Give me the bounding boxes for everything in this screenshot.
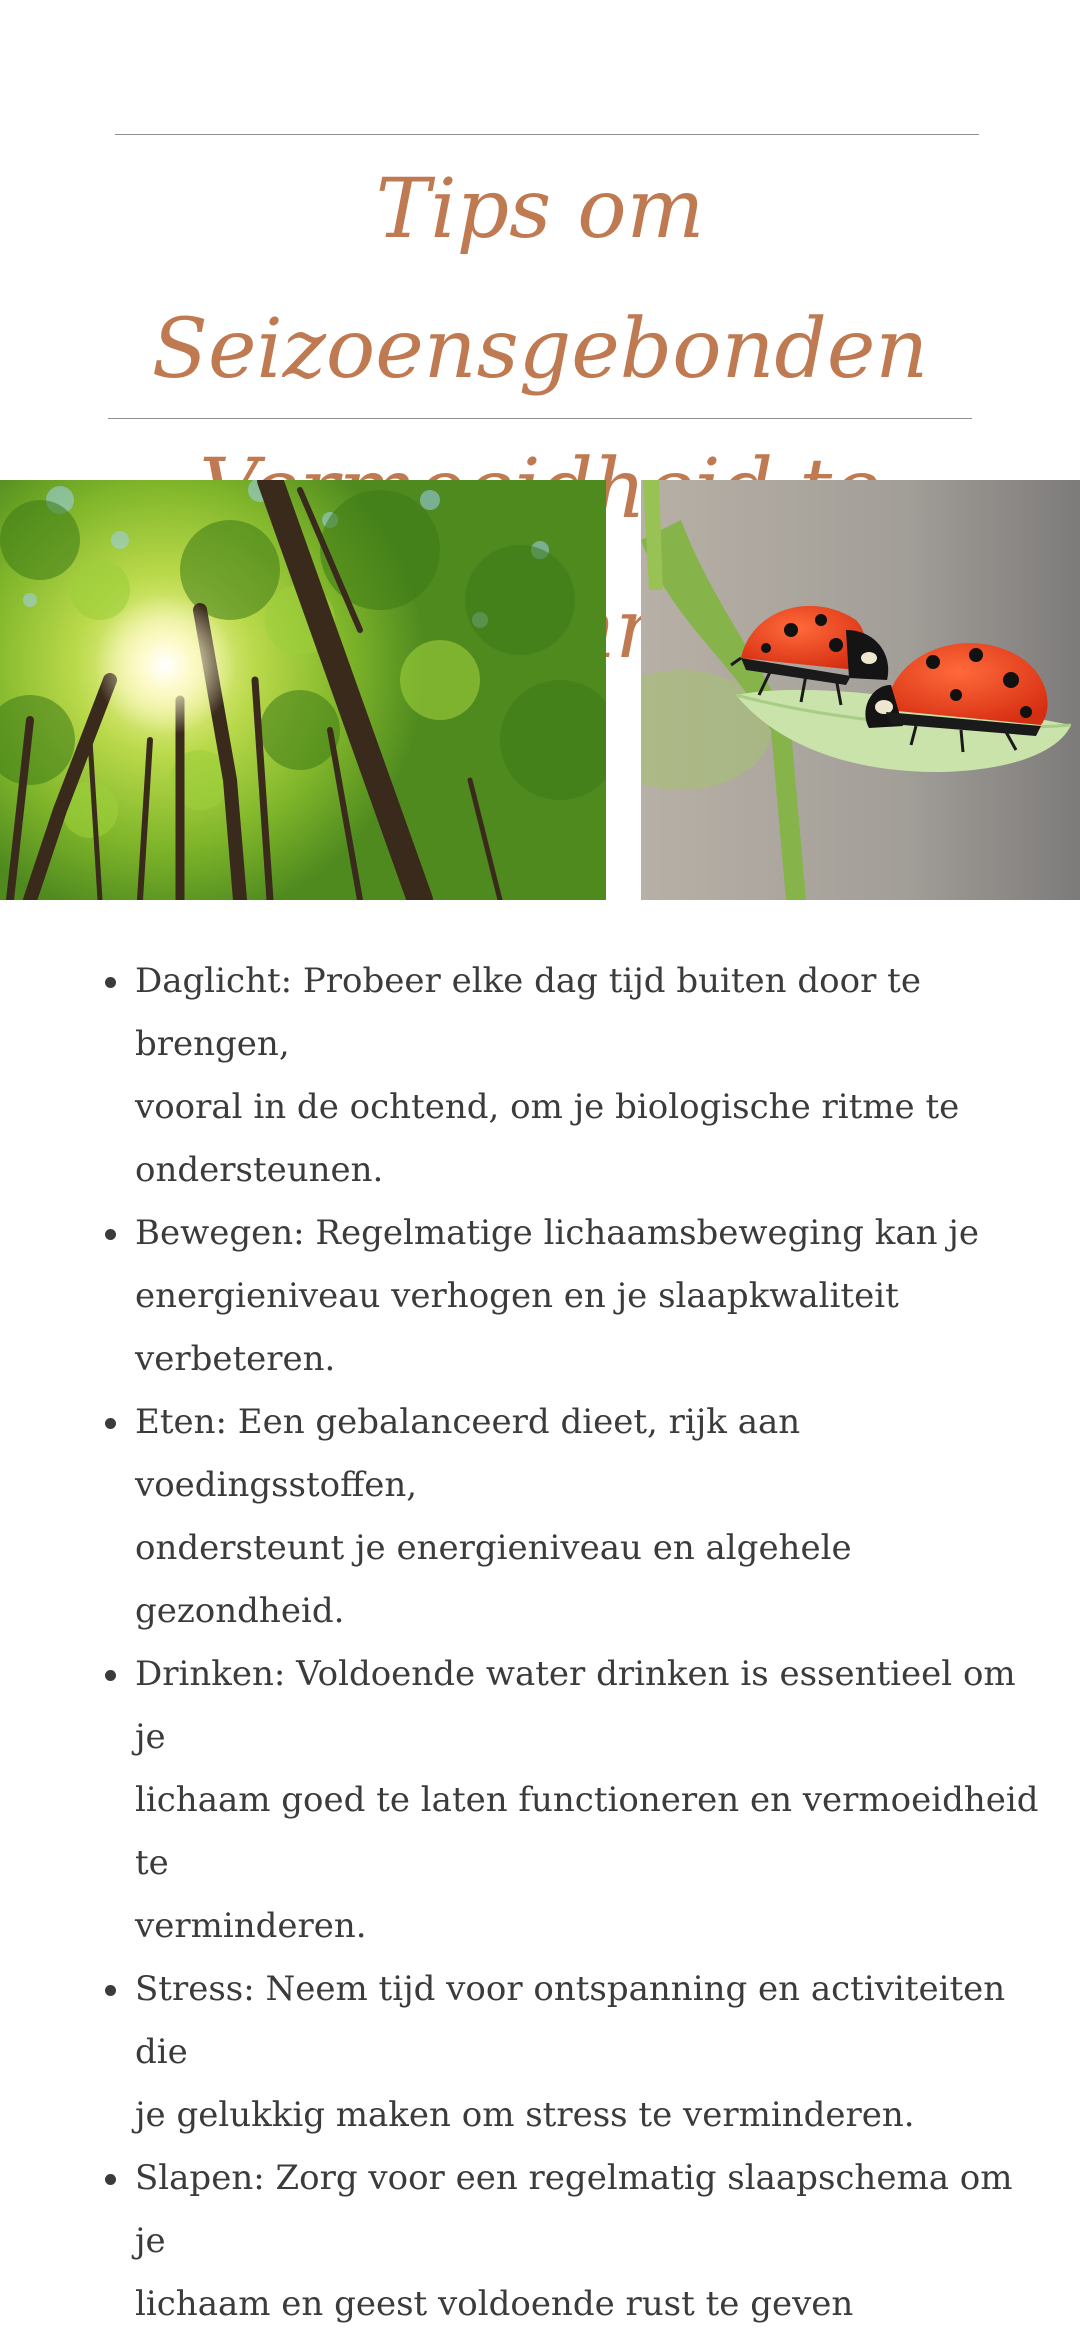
page-title-line-1: Tips om Seizoensgebonden — [151, 162, 929, 397]
bullet-dot — [105, 2174, 116, 2185]
tip-stress — [0, 1958, 1080, 2147]
tip-line: lichaam goed te laten functioneren en vermoeidheid te — [135, 1780, 1039, 1883]
tip-sleep — [0, 2147, 1080, 2336]
tip-line: verminderen. — [135, 1906, 367, 1946]
tip-exercise — [0, 1202, 1080, 1391]
tip-line: Eten: Een gebalanceerd dieet, rijk aan voedingsstoffen, — [135, 1402, 801, 1505]
tip-line: lichaam en geest voldoende rust te geven — [135, 2284, 854, 2324]
tip-line: vooral in de ochtend, om je biologische ritme te — [135, 1087, 960, 1127]
bullet-dot — [105, 1670, 116, 1681]
tip-line: Slapen: Zorg voor een regelmatig slaapschema om je — [135, 2158, 1013, 2261]
tip-line: Bewegen: Regelmatige lichaamsbeweging kan je — [135, 1213, 979, 1253]
bullet-dot — [105, 1229, 116, 1240]
forest-canopy-photo — [0, 480, 606, 900]
tip-line: ondersteunen. — [135, 1150, 384, 1190]
tip-line: energieniveau verhogen en je slaapkwaliteit verbeteren. — [135, 1276, 899, 1379]
bullet-dot — [105, 1985, 116, 1996]
bullet-dot — [105, 1418, 116, 1429]
ladybugs-image — [641, 480, 1080, 900]
tip-line: Daglicht: Probeer elke dag tijd buiten door te brengen, — [135, 961, 921, 1064]
tip-line: je gelukkig maken om stress te verminderen. — [135, 2095, 915, 2135]
forest-canopy-image — [0, 480, 606, 900]
tip-line: ondersteunt je energieniveau en algehele gezondheid. — [135, 1528, 852, 1631]
bullet-dot — [105, 977, 116, 988]
title-divider-top — [115, 134, 979, 135]
tip-drinking — [0, 1643, 1080, 1958]
ladybugs-photo — [641, 480, 1080, 900]
tip-daylight — [0, 950, 1080, 1202]
tip-line: Drinken: Voldoende water drinken is essentieel om je — [135, 1654, 1016, 1757]
tip-food — [0, 1391, 1080, 1643]
tips-list — [0, 950, 1080, 2336]
title-divider-bottom — [108, 418, 972, 419]
tip-line: Stress: Neem tijd voor ontspanning en activiteiten die — [135, 1969, 1006, 2072]
